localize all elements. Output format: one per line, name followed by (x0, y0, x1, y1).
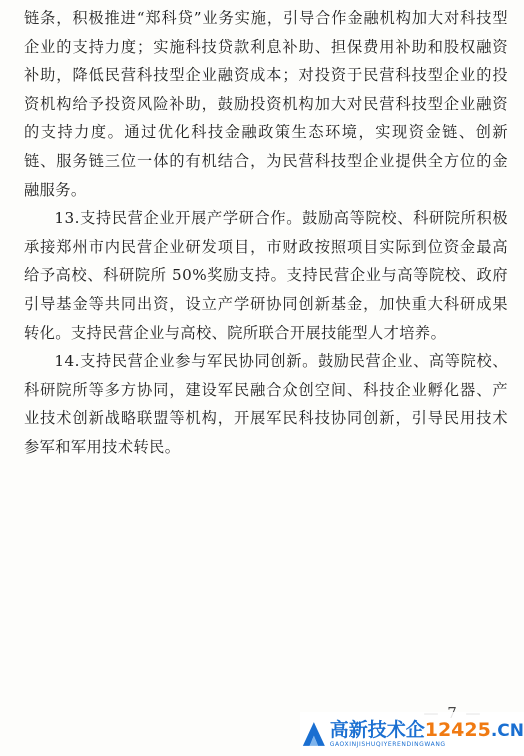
triangle-logo-icon (302, 719, 326, 749)
watermark-brand-name: 高新技术企 (329, 718, 425, 741)
document-body (24, 4, 508, 462)
paragraph-item-13: 13.支持民营企业开展产学研合作。鼓励高等院校、科研院所积极承接郑州市内民营企业研发项目，市财政按照项目实际到位资金最高给予高校、科研院所 50%奖励支持。支持民营企业与高等院校、政府引导基金等共同出资，设立产学研协同创新基金，加快重大科研成果转化。支持民营企业与高校、院所联合开展技能型人才培养。 (24, 209, 508, 342)
watermark-domain: .CN (490, 720, 524, 741)
watermark-number: 12425 (424, 718, 491, 741)
watermark-subtitle: GAOXINJISHUQIYERENDINGWANG (329, 740, 446, 748)
paragraph-continuation: 链条，积极推进“郑科贷”业务实施，引导合作金融机构加大对科技型企业的支持力度；实施科技贷款利息补助、担保费用补助和股权融资补助，降低民营科技型企业融资成本；对投资于民营科技型企业的投资机构给予投资风险补助，鼓励投资机构加大对民营科技型企业融资的支持力度。通过优化科技金融政策生态环境，实现资金链、创新链、服务链三位一体的有机结合，为民营科技型企业提供全方位的金融服务。 (24, 9, 508, 199)
site-watermark (300, 712, 524, 756)
watermark-brand (329, 718, 524, 741)
paragraph-item-14: 14.支持民营企业参与军民协同创新。鼓励民营企业、高等院校、科研院所等多方协同，建设军民融合众创空间、科技企业孵化器、产业技术创新战略联盟等机构，开展军民科技协同创新，引导民用技术参军和军用技术转民。 (24, 352, 508, 456)
